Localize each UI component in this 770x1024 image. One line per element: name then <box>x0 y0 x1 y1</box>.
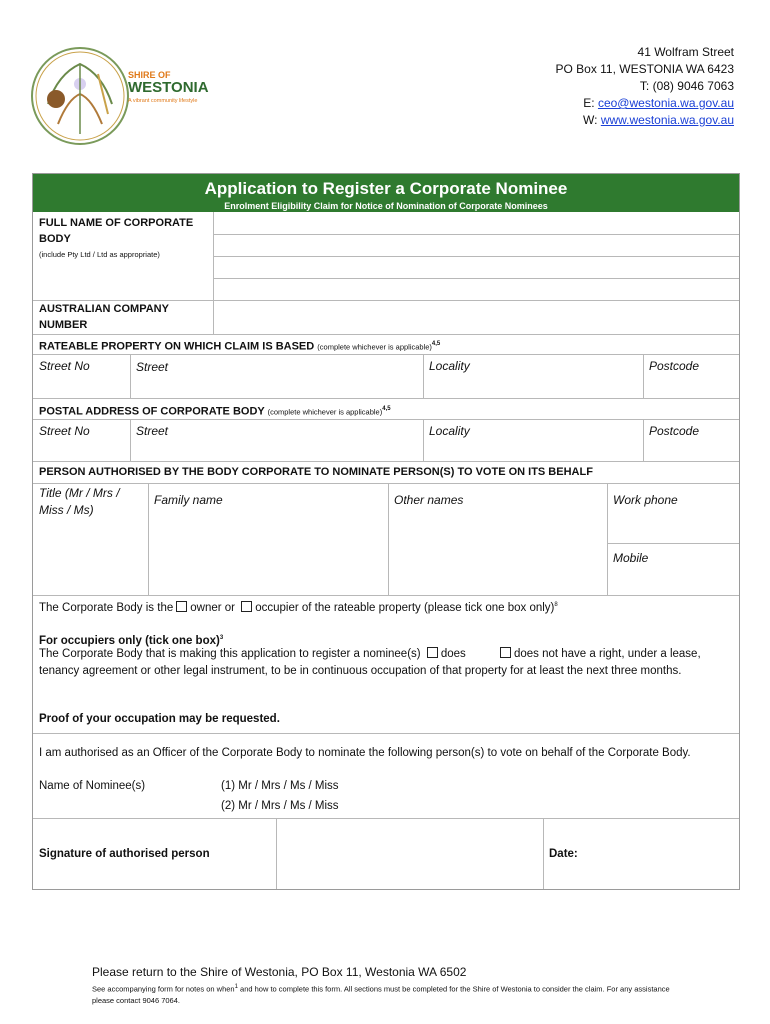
email-link[interactable]: ceo@westonia.wa.gov.au <box>597 96 734 110</box>
family-name-label: Family name <box>154 493 223 507</box>
web-link[interactable]: www.westonia.wa.gov.au <box>600 113 734 127</box>
shire-logo <box>28 44 218 148</box>
authorised-text: I am authorised as an Officer of the Corporate Body to nominate the following person(s) to vote on behalf of the Corporate Body. <box>39 747 691 759</box>
form-title: Application to Register a Corporate Nominee <box>204 179 568 198</box>
owner-line: The Corporate Body is the owner or occupier of the rateable property (please tick one box only)$^8$ <box>39 601 558 614</box>
postal-locality: Locality <box>429 424 470 438</box>
full-name-input-2[interactable] <box>214 235 738 255</box>
nominee-1[interactable]: (1) Mr / Mrs / Ms / Miss <box>221 780 339 792</box>
postal-street: Street <box>136 424 169 438</box>
rateable-postcode: Postcode <box>649 359 700 373</box>
postal-note: (complete whichever is applicable) <box>267 407 383 417</box>
form-subtitle: Enrolment Eligibility Claim for Notice of Nomination of Corporate Nominees <box>224 201 548 211</box>
address-line1: 41 Wolfram Street <box>637 45 734 59</box>
rateable-locality: Locality <box>429 359 470 373</box>
occupier-checkbox[interactable] <box>241 601 252 612</box>
nominee-label: Name of Nominee(s) <box>39 780 146 792</box>
full-name-input-3[interactable] <box>214 257 738 277</box>
application-form <box>32 173 740 890</box>
signature-label: Signature of authorised person <box>39 848 210 860</box>
return-text: Please return to the Shire of Westonia, PO Box 11, Westonia WA 6502 <box>92 965 467 979</box>
web-prefix: W: <box>583 113 601 127</box>
occupiers-heading: For occupiers only (tick one box)$^3$ <box>39 634 224 647</box>
rateable-street: Street <box>136 360 169 374</box>
footer-note: See accompanying form for notes on when$^1$ and how to complete this form. All sections must be completed for the Shire of Westonia to consider the claim. For any assistance please contact 9046 7064. <box>92 984 670 1005</box>
logo-line2: WESTONIA <box>128 79 209 96</box>
email-prefix: E: <box>583 96 598 110</box>
full-name-input-1[interactable] <box>214 213 738 233</box>
postal-label: POSTAL ADDRESS OF CORPORATE BODY (complete whichever is applicable)$^{4,5}$ <box>39 405 391 418</box>
form-header <box>33 174 739 212</box>
full-name-note: (include Pty Ltd / Ltd as appropriate) <box>39 250 160 259</box>
title-field-label: Title (Mr / Mrs / Miss / Ms) <box>39 486 120 517</box>
does-checkbox[interactable] <box>427 647 438 658</box>
does-not-checkbox[interactable] <box>500 647 511 658</box>
work-phone-label: Work phone <box>613 493 678 507</box>
other-names-label: Other names <box>394 493 464 507</box>
postal-postcode: Postcode <box>649 424 700 438</box>
proof-text: Proof of your occupation may be requested. <box>39 713 280 725</box>
logo-line1: SHIRE OF <box>128 70 171 80</box>
rateable-sup: 4,5 <box>431 341 441 347</box>
rateable-street-no: Street No <box>39 359 90 373</box>
contact-address <box>555 44 734 129</box>
owner-checkbox[interactable] <box>176 601 187 612</box>
postal-street-no: Street No <box>39 424 90 438</box>
rateable-label: RATEABLE PROPERTY ON WHICH CLAIM IS BASED (complete whichever is applicable)$^{4,5}$ <box>39 340 441 353</box>
full-name-label: FULL NAME OF CORPORATE BODY <box>39 217 194 245</box>
acn-label: AUSTRALIAN COMPANY NUMBER <box>39 303 169 331</box>
address-line2: PO Box 11, WESTONIA WA 6423 <box>555 62 734 76</box>
postal-sup: 4,5 <box>382 406 391 412</box>
mobile-label: Mobile <box>613 551 649 565</box>
logo-tagline: A vibrant community lifestyle <box>128 98 198 104</box>
nominee-2[interactable]: (2) Mr / Mrs / Ms / Miss <box>221 800 339 812</box>
full-name-input-4[interactable] <box>214 279 738 299</box>
date-label: Date: <box>549 848 578 860</box>
acn-input[interactable] <box>214 301 738 333</box>
signature-field[interactable] <box>277 819 542 888</box>
shire-emblem-icon <box>28 44 218 148</box>
person-label: PERSON AUTHORISED BY THE BODY CORPORATE TO NOMINATE PERSON(S) TO VOTE ON ITS BEHALF <box>39 466 593 478</box>
rateable-note: (complete whichever is applicable) <box>317 342 432 352</box>
date-field[interactable] <box>593 819 738 888</box>
phone: T: (08) 9046 7063 <box>639 79 734 93</box>
occupiers-text: The Corporate Body that is making this application to register a nominee(s) does does not have a right, under a lease, tenancy agreement or other legal instrument, to be in continuous occupation of that property for at least the next three months. <box>39 648 701 677</box>
